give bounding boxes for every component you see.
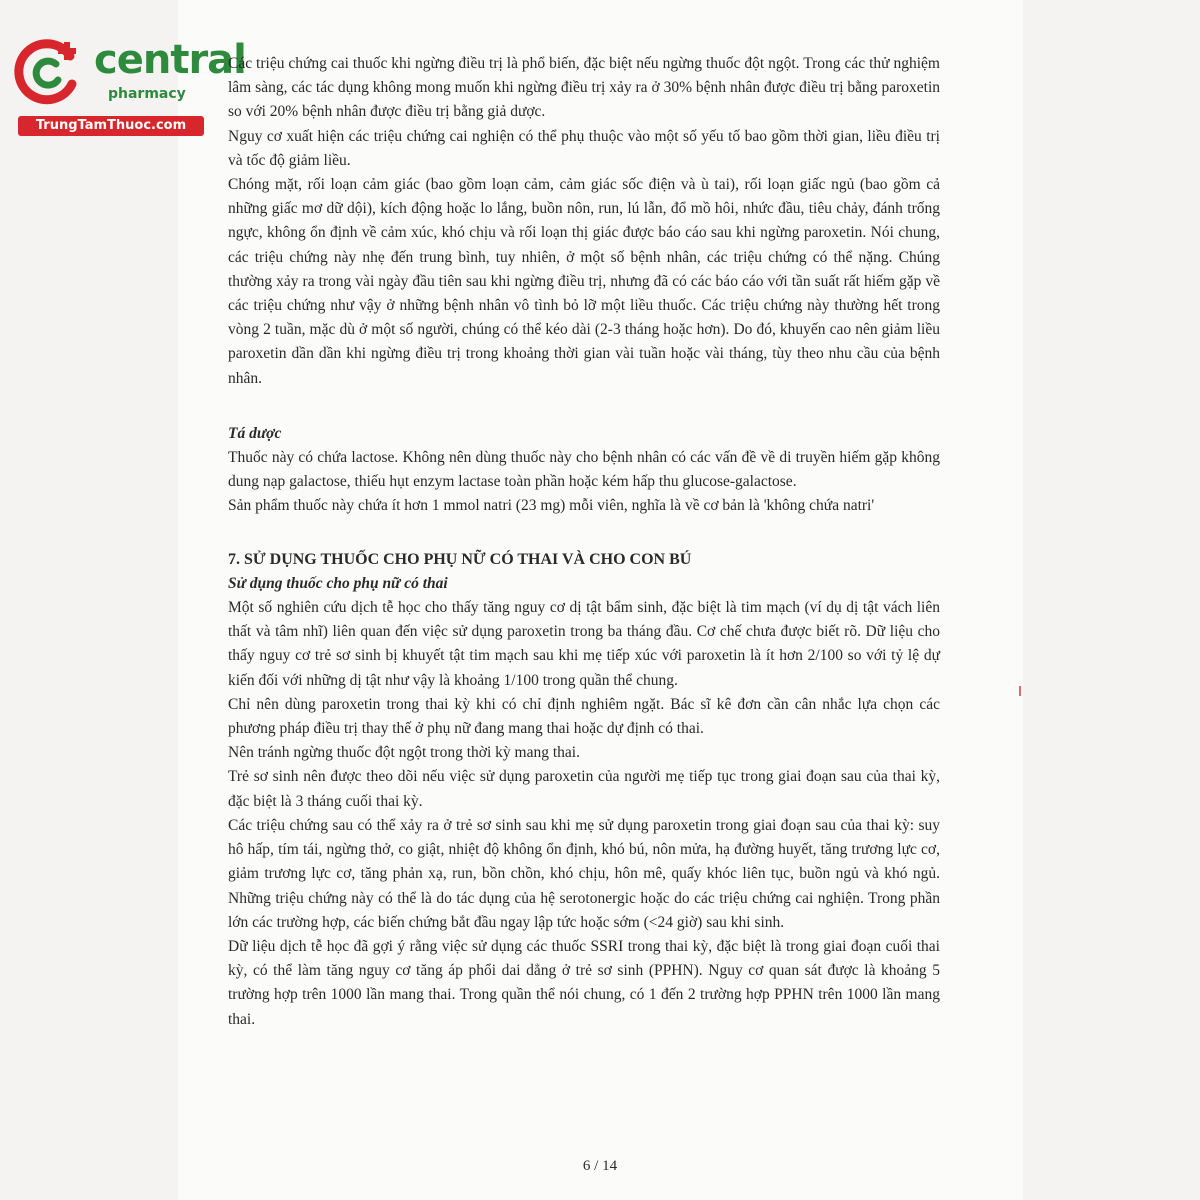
section-7-title: 7. SỬ DỤNG THUỐC CHO PHỤ NỮ CÓ THAI VÀ CHO CON BÚ [228, 550, 692, 568]
paragraph-strict-indication: Chỉ nên dùng paroxetin trong thai kỳ khi có chỉ định nghiêm ngặt. Bác sĩ kê đơn cần cân nhắc lựa chọn các phương pháp điều trị thay thế ở phụ nữ đang mang thai hoặc dự định có thai. [228, 695, 940, 738]
logo-brand-name: central [94, 37, 246, 83]
paragraph-withdrawal-common: Các triệu chứng cai thuốc khi ngừng điều trị là phổ biến, đặc biệt nếu ngừng thuốc đột ngột. Trong các thử nghiệm lâm sàng, các tác dụng không mong muốn khi ngừng điều trị xảy ra ở 30% bệnh nhân được điều trị bằng paroxetin so với 20% bệnh nhân được điều trị bằng giả dược. [228, 55, 940, 121]
excipient-heading: Tá dược [228, 424, 282, 442]
pregnancy-heading: Sử dụng thuốc cho phụ nữ có thai [228, 574, 448, 592]
page-number: 6 / 14 [582, 1158, 618, 1174]
paragraph-avoid-abrupt-stop: Nên tránh ngừng thuốc đột ngột trong thời kỳ mang thai. [228, 744, 580, 762]
brand-logo[interactable] [8, 30, 246, 140]
document-body [228, 52, 940, 1032]
paragraph-newborn-monitoring: Trẻ sơ sinh nên được theo dõi nếu việc sử dụng paroxetin của người mẹ tiếp tục trong giai đoạn sau của thai kỳ, đặc biệt là 3 tháng cuối thai kỳ. [228, 768, 940, 810]
logo-subtitle: pharmacy [108, 86, 186, 102]
paragraph-birth-defects: Một số nghiên cứu dịch tễ học cho thấy tăng nguy cơ dị tật bẩm sinh, đặc biệt là tim mạch (ví dụ dị tật vách liên thất và tâm nhĩ) liên quan đến việc sử dụng paroxetin trong ba tháng đầu. Cơ chế chưa được biết rõ. Dữ liệu cho thấy nguy cơ trẻ sơ sinh bị khuyết tật tim mạch sau khi mẹ tiếp xúc với paroxetin là ít hơn 2/100 so với tỷ lệ dự kiến đối với những dị tật như vậy là khoảng 1/100 trong quần thể chung. [228, 599, 940, 689]
paragraph-pphn: Dữ liệu dịch tễ học đã gợi ý rằng việc sử dụng các thuốc SSRI trong thai kỳ, đặc biệt là trong giai đoạn cuối thai kỳ, có thể làm tăng nguy cơ tăng áp phổi dai dẳng ở trẻ sơ sinh (PPHN). Nguy cơ quan sát được là khoảng 5 trường hợp trên 1000 lần mang thai. Trong quần thể nói chung, có 1 đến 2 trường hợp PPHN trên 1000 lần mang thai. [228, 937, 940, 1028]
paragraph-newborn-symptoms: Các triệu chứng sau có thể xảy ra ở trẻ sơ sinh sau khi mẹ sử dụng paroxetin trong giai đoạn sau của thai kỳ: suy hô hấp, tím tái, ngừng thở, co giật, nhiệt độ không ổn định, khó bú, nôn mửa, hạ đường huyết, tăng trương lực cơ, giảm trương lực cơ, tăng phản xạ, run, bồn chồn, khó chịu, hôn mê, quấy khóc liên tục, buồn ngủ và khó ngủ. Những triệu chứng này có thể là do tác dụng của hệ serotonergic hoặc do các triệu chứng cai nghiện. Trong phần lớn các trường hợp, các biến chứng bắt đầu ngay lập tức hoặc sớm (<24 giờ) sau khi sinh. [228, 816, 940, 931]
central-pharmacy-logo-icon [12, 34, 86, 108]
paragraph-withdrawal-symptoms: Chóng mặt, rối loạn cảm giác (bao gồm loạn cảm, cảm giác sốc điện và ù tai), rối loạn giấc ngủ (bao gồm cả những giấc mơ dữ dội), kích động hoặc lo lắng, buồn nôn, run, lú lẫn, đổ mồ hôi, nhức đầu, tiêu chảy, đánh trống ngực, không ổn định về cảm xúc, khó chịu và rối loạn thị giác được báo cáo sau khi ngừng paroxetin. Nói chung, các triệu chứng này nhẹ đến trung bình, tuy nhiên, ở một số bệnh nhân, các triệu chứng có thể nặng. Chúng thường xảy ra trong vài ngày đầu tiên sau khi ngừng điều trị, nhưng đã có các báo cáo với tần suất rất hiếm gặp về các triệu chứng như vậy ở những bệnh nhân vô tình bỏ lỡ một liều thuốc. Các triệu chứng này thường hết trong vòng 2 tuần, mặc dù ở một số người, chúng có thể kéo dài (2-3 tháng hoặc hơn). Do đó, khuyến cao nên giảm liều paroxetin dần dần khi ngừng điều trị trong khoảng thời gian vài tuần hoặc vài tháng, tùy theo nhu cầu của bệnh nhân. [228, 176, 940, 387]
scan-mark [1019, 686, 1021, 696]
paragraph-lactose: Thuốc này có chứa lactose. Không nên dùng thuốc này cho bệnh nhân có các vấn đề về di truyền hiếm gặp không dung nạp galactose, thiếu hụt enzym lactase toàn phần hoặc kém hấp thu glucose-galactose. [228, 449, 940, 491]
paragraph-withdrawal-risk: Nguy cơ xuất hiện các triệu chứng cai nghiện có thể phụ thuộc vào một số yếu tố bao gồm thời gian, liều điều trị và tốc độ giảm liều. [228, 127, 940, 169]
paragraph-sodium: Sản phẩm thuốc này chứa ít hơn 1 mmol natri (23 mg) mỗi viên, nghĩa là về cơ bản là 'không chứa natri' [228, 497, 875, 515]
logo-website-badge[interactable]: TrungTamThuoc.com [18, 116, 204, 136]
